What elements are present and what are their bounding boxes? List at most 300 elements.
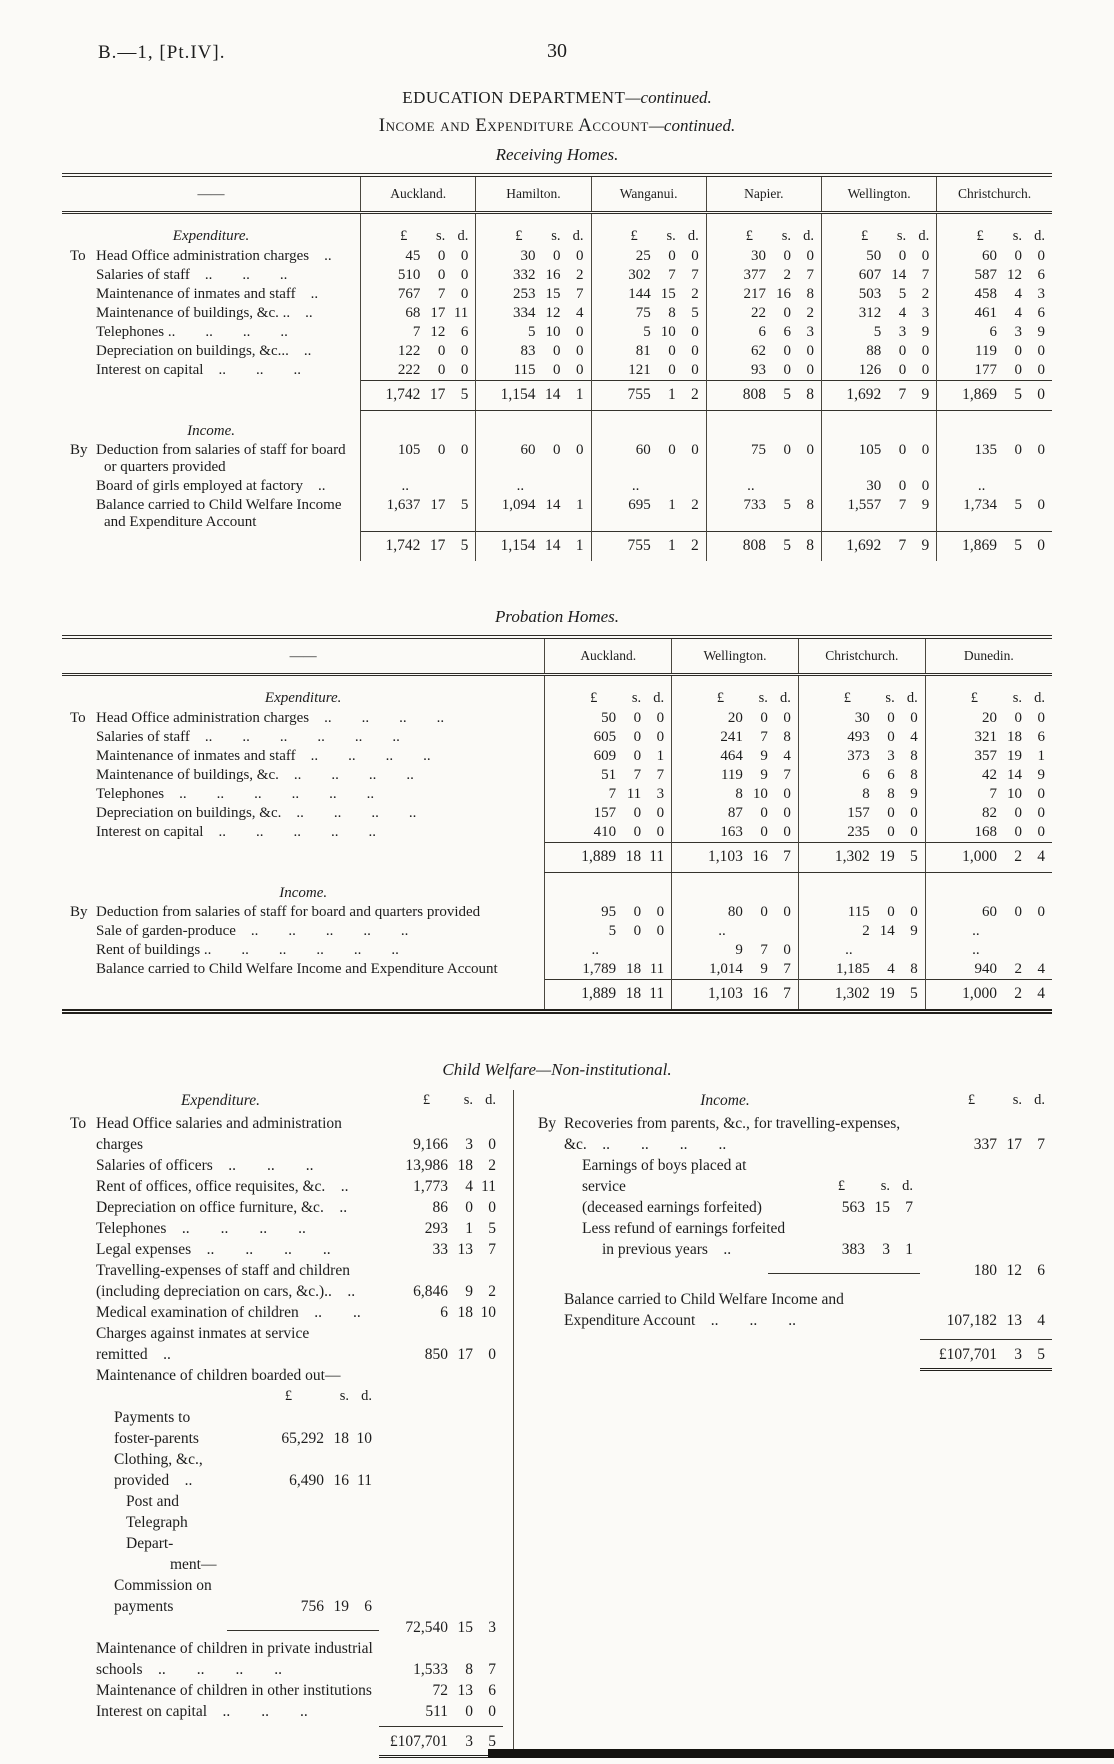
money-value: 563 15 7 [841,1198,913,1216]
probation-homes-table [62,635,1052,1014]
money-cell [706,361,821,381]
money-cell [361,441,476,477]
money-cell [821,323,936,342]
money-cell [672,903,799,922]
money-value: 5 10 0 [643,324,699,340]
money-value: 6,490 16 11 [289,1471,372,1489]
money-value: 6 3 9 [989,324,1045,340]
table-row [62,361,1052,381]
money-value: .. [977,477,986,494]
expenditure-heading: Expenditure. [180,1091,261,1109]
money-cell [361,323,476,342]
account-row [530,1197,1052,1218]
department-title-text: EDUCATION DEPARTMENT [402,88,626,107]
table-row [62,804,1052,823]
dash-cell: —— [62,175,361,213]
money-value: 1,094 14 1 [501,496,584,513]
money-cell [798,785,925,804]
money-value: 51 7 7 [601,767,665,783]
money-cell [798,823,925,843]
table-row [62,247,1052,266]
money-value: 81 0 0 [635,343,699,359]
money-cell [361,304,476,323]
row-label: Telephones .. .. .. .. [96,324,288,340]
money-value: 607 14 7 [858,267,930,283]
money-cell [925,922,1052,941]
column-header: Wellington. [672,637,799,675]
column-header: Wellington. [821,175,936,213]
money-value: 6 18 10 [440,1303,496,1321]
row-label: Rent of offices, office requisites, &c. .. [96,1177,349,1195]
money-value: 1,692 7 9 [846,537,930,554]
money-value: 5 10 0 [528,324,584,340]
money-value: £ s. d. [860,228,930,244]
money-value: 6 6 3 [758,324,814,340]
expenditure-heading-row [62,1090,503,1111]
money-value: 177 0 0 [974,362,1045,378]
money-value: 808 5 8 [742,386,814,403]
money-value: 1,869 5 0 [962,386,1045,403]
money-cell [476,285,591,304]
money-value: £ s. d. [590,690,665,706]
money-cell [545,728,672,747]
row-label: Maintenance of children in other institutions [96,1681,372,1699]
row-label: Maintenance of buildings, &c. .. .. [96,305,313,321]
money-value: 383 3 1 [841,1240,913,1258]
money-value: 464 9 4 [720,748,791,764]
income-heading-row [530,1090,1052,1111]
money-cell [591,361,706,381]
money-value: 86 0 0 [432,1198,496,1216]
money-value: 755 1 2 [627,537,699,554]
row-label: Commission on payments [114,1576,212,1615]
money-cell [706,266,821,285]
total-cell [937,532,1052,562]
total-cell [672,979,799,1011]
row-label: ment— [170,1555,217,1573]
money-cell [925,804,1052,823]
money-cell [476,496,591,532]
money-cell [798,941,925,960]
money-cell [821,496,936,532]
money-value: 62 0 0 [750,343,814,359]
account-row [62,1197,503,1218]
money-value: 8 10 0 [735,786,791,802]
money-value: 33 13 7 [432,1240,496,1258]
money-value: 357 19 1 [974,748,1045,764]
money-value: 75 8 5 [635,305,699,321]
sum-rule [227,1630,379,1631]
money-cell [937,304,1052,323]
money-value: 60 0 0 [982,903,1045,920]
money-value: 2 14 9 [862,922,918,939]
column-header: Auckland. [545,637,672,675]
money-cell [672,728,799,747]
money-cell [591,266,706,285]
money-cell [821,342,936,361]
money-cell [937,477,1052,496]
row-label: Medical examination of children .. .. [96,1303,361,1321]
money-value: 756 19 6 [300,1597,372,1615]
money-cell [361,285,476,304]
table-row [62,285,1052,304]
expenditure-rows [62,1113,503,1758]
money-value: 50 0 0 [866,248,930,264]
money-value: .. [972,941,980,958]
money-cell [591,285,706,304]
row-label: Less refund of earnings forfeited in previous years .. [582,1219,786,1258]
row-label: Interest on capital .. .. .. [96,1702,308,1720]
row-label: Maintenance of inmates and staff .. .. .. .. [96,748,431,764]
row-label: Maintenance of inmates and staff .. [96,286,319,302]
grand-total-value: £107,701 3 5 [920,1339,1052,1371]
money-value: 180 12 6 [973,1261,1045,1279]
receiving-homes-section [62,173,1052,561]
money-value: £ s. d. [976,228,1045,244]
money-cell [937,441,1052,477]
money-value: £ s. d. [745,228,814,244]
total-row [62,381,1052,411]
money-cell [672,747,799,766]
total-cell [476,532,591,562]
account-row [530,1155,1052,1197]
row-label: Salaries of staff .. .. .. .. .. .. [96,729,400,745]
table-row [62,960,1052,980]
money-value: 6,846 9 2 [413,1282,496,1300]
row-label: Post and Telegraph Depart- [126,1492,188,1552]
money-value: £ s. d. [716,690,791,706]
scan-edge-artifact [488,1749,1114,1758]
money-value: 6 6 8 [862,767,918,783]
money-value: 25 0 0 [635,248,699,264]
column-header: Auckland. [361,175,476,213]
money-cell [798,728,925,747]
money-value: 20 0 0 [727,710,791,726]
money-cell [672,941,799,960]
child-welfare-caption: Child Welfare—Non-institutional. [442,1059,672,1079]
money-value: 609 0 1 [593,748,665,764]
table-row [62,496,1052,532]
money-cell [591,342,706,361]
account-row [62,1113,503,1155]
receiving-homes-caption: Receiving Homes. [495,145,619,164]
money-cell [798,766,925,785]
total-cell [361,532,476,562]
section-heading: Expenditure. [172,228,250,244]
money-value: 1,302 19 5 [834,984,918,1002]
money-value: 93 0 0 [750,362,814,378]
money-value: 222 0 0 [397,362,469,378]
money-cell [925,903,1052,922]
money-value: 5 0 0 [608,922,665,939]
money-value: 1,000 2 4 [962,848,1045,865]
money-value: 1,557 7 9 [847,496,930,513]
money-value: 458 4 3 [974,286,1045,302]
row-label: Balance carried to Child Welfare Income and Expenditure Account .. .. .. [564,1290,844,1329]
money-value: 119 0 0 [975,343,1045,359]
money-cell [706,496,821,532]
money-value: 72,540 15 3 [405,1618,496,1636]
table-row [62,266,1052,285]
total-cell [545,843,672,873]
money-cell [706,323,821,342]
account-row [62,1638,503,1680]
dash-cell: —— [62,637,545,675]
money-value: 1,000 2 4 [962,984,1045,1002]
account-row [530,1289,1052,1331]
money-value: 1,742 17 5 [385,537,469,554]
column-header: Napier. [706,175,821,213]
money-value: 115 0 0 [513,362,584,378]
row-label: By Recoveries from parents, &c., for travelling-expenses, &c. .. .. .. .. [538,1114,901,1153]
money-cell [476,477,591,496]
row-label: Telephones .. .. .. .. .. .. [96,786,375,802]
money-value: 767 7 0 [397,286,469,302]
money-cell [798,747,925,766]
money-value: 115 0 0 [847,903,918,920]
money-value: 461 4 6 [974,305,1045,321]
account-row [62,1386,503,1407]
section-heading: Expenditure. [264,690,342,706]
money-cell [591,247,706,266]
money-cell [476,342,591,361]
money-value: £ s. d. [970,690,1045,706]
income-total-row [530,1335,1052,1371]
money-cell [361,266,476,285]
money-value: 13,986 18 2 [405,1156,496,1174]
table-row [62,441,1052,477]
account-row [62,1260,503,1302]
money-cell [591,304,706,323]
column-header: Hamilton. [476,175,591,213]
table-row [62,941,1052,960]
account-row [62,1701,503,1722]
table-row [62,709,1052,728]
money-value: 241 7 8 [720,729,791,745]
total-cell [476,381,591,411]
table-row [62,342,1052,361]
money-value: .. [401,477,409,494]
money-value: 168 0 0 [974,824,1045,840]
money-value: 50 0 0 [601,710,665,726]
money-value: .. [972,922,980,939]
total-cell [361,381,476,411]
money-value: 5 3 9 [873,324,930,340]
money-value: 30 0 0 [854,710,918,726]
account-row [62,1449,503,1491]
money-value: 157 0 0 [593,805,665,821]
money-cell [798,709,925,728]
money-value: 1,154 14 1 [500,386,584,403]
money-value: 940 2 4 [974,960,1045,977]
column-header: Christchurch. [798,637,925,675]
total-cell [798,979,925,1011]
money-value: 510 0 0 [397,267,469,283]
money-cell [545,960,672,980]
section-heading: Income. [279,884,328,901]
money-value: 1,302 19 5 [834,848,918,865]
row-label: Salaries of staff .. .. .. [96,267,288,283]
table-header-row [62,175,1052,213]
money-value: 1,889 18 11 [581,984,665,1002]
department-title-continued: —continued. [625,88,712,107]
money-value: 60 0 0 [635,441,699,458]
total-cell [591,532,706,562]
total-cell [798,843,925,873]
table-row [62,728,1052,747]
money-cell [706,247,821,266]
account-row [62,1155,503,1176]
money-value: 1,533 8 7 [413,1660,496,1678]
money-value: 1,869 5 0 [962,537,1045,554]
row-label: Telephones .. .. .. .. [96,1219,306,1237]
money-cell [821,285,936,304]
title-block [62,88,1052,137]
table-row [62,304,1052,323]
money-cell [672,823,799,843]
row-label: Legal expenses .. .. .. .. [96,1240,331,1258]
money-value: 235 0 0 [847,824,918,840]
money-value: 1,103 16 7 [708,984,791,1002]
row-label: To Head Office administration charges .. .. .. .. [70,710,445,726]
money-cell [361,361,476,381]
money-cell [672,804,799,823]
money-cell [476,323,591,342]
money-cell [706,342,821,361]
account-row [62,1218,503,1239]
account-row [62,1575,503,1617]
money-value: .. [747,477,755,494]
money-cell [821,247,936,266]
money-cell [672,785,799,804]
document-reference: B.—1, [Pt.IV]. [98,42,226,63]
money-cell [672,960,799,980]
money-cell [925,785,1052,804]
money-value: 30 0 0 [520,248,584,264]
money-value: 20 0 0 [982,710,1045,726]
money-value: .. [845,941,853,958]
money-value: 1,185 4 8 [835,960,918,977]
money-value: £ s. d. [515,228,584,244]
money-cell [545,804,672,823]
row-label: Rent of buildings .. .. .. .. .. .. [96,941,399,958]
money-value: 808 5 8 [742,537,814,554]
money-cell [925,823,1052,843]
money-value: 105 0 0 [858,441,930,458]
account-row [530,1113,1052,1155]
money-value: 1,103 16 7 [708,848,791,865]
table-row [62,747,1052,766]
money-cell [545,766,672,785]
money-value: 72 13 6 [432,1681,496,1699]
money-cell [925,941,1052,960]
row-label: Depreciation on buildings, &c. .. .. .. .. [96,805,417,821]
total-row [62,979,1052,1011]
section-heading-row [62,675,1052,710]
row-label: To Head Office salaries and administration charges [70,1114,342,1153]
money-value: 135 0 0 [974,441,1045,458]
money-value: .. [591,941,599,958]
row-label: Balance carried to Child Welfare Income and Expenditure Account [96,960,498,977]
money-value: 121 0 0 [628,362,699,378]
money-value: 1,637 17 5 [386,496,469,513]
column-header: Wanganui. [591,175,706,213]
column-header: Christchurch. [937,175,1052,213]
money-value: 42 14 9 [982,767,1045,783]
subtotal-row [62,1617,503,1638]
account-title-continued: —continued. [648,116,736,135]
sum-rule [768,1273,920,1274]
money-value: 7 10 0 [989,786,1045,802]
department-title [62,88,1052,108]
money-cell [591,441,706,477]
money-value: 503 5 2 [858,286,930,302]
total-row [62,532,1052,562]
money-cell [706,285,821,304]
money-cell [476,247,591,266]
money-cell [798,960,925,980]
money-value: 144 15 2 [628,286,699,302]
page-header [62,42,1052,72]
money-cell [672,922,799,941]
money-value: 60 0 0 [520,441,584,458]
row-label: Travelling-expenses of staff and children (including depreciation on cars, &c.).. .. [96,1261,356,1300]
money-cell [821,266,936,285]
account-row [62,1407,503,1449]
money-value: 1,734 5 0 [963,496,1045,513]
money-value: 107,182 13 4 [946,1311,1045,1329]
money-value: 293 1 5 [424,1219,496,1237]
money-value: 105 0 0 [397,441,469,458]
money-cell [361,342,476,361]
money-value: 75 0 0 [750,441,814,458]
money-cell [545,823,672,843]
child-welfare-income [514,1090,1052,1758]
money-value: 30 0 0 [750,248,814,264]
table-row [62,823,1052,843]
money-cell [591,477,706,496]
money-value: 334 12 4 [513,305,584,321]
table-row [62,785,1052,804]
row-label: Interest on capital .. .. .. [96,362,301,378]
account-row [62,1680,503,1701]
money-value: 68 17 11 [405,305,469,321]
money-value: £ s. d. [400,228,469,244]
money-cell [672,766,799,785]
total-row [62,843,1052,873]
total-cell [925,979,1052,1011]
row-label: Depreciation on office furniture, &c. .. [96,1198,348,1216]
row-label: Earnings of boys placed at service [582,1156,747,1195]
total-cell [706,532,821,562]
row-label: Interest on capital .. .. .. .. .. [96,824,376,840]
money-value: 82 0 0 [982,805,1045,821]
money-value: 30 0 0 [866,477,930,494]
money-value: 217 16 8 [743,286,814,302]
account-row [62,1491,503,1554]
money-cell [545,922,672,941]
income-heading: Income. [700,1091,750,1109]
table-row [62,922,1052,941]
money-cell [361,247,476,266]
money-value: 850 17 0 [424,1345,496,1363]
row-label: Clothing, &c., provided .. [114,1450,203,1489]
money-cell [706,304,821,323]
account-row [62,1365,503,1386]
row-label: Balance carried to Child Welfare Income and Expenditure Account [96,496,342,530]
row-label: Payments to foster-parents [114,1408,199,1447]
money-value: 337 17 7 [973,1135,1045,1153]
